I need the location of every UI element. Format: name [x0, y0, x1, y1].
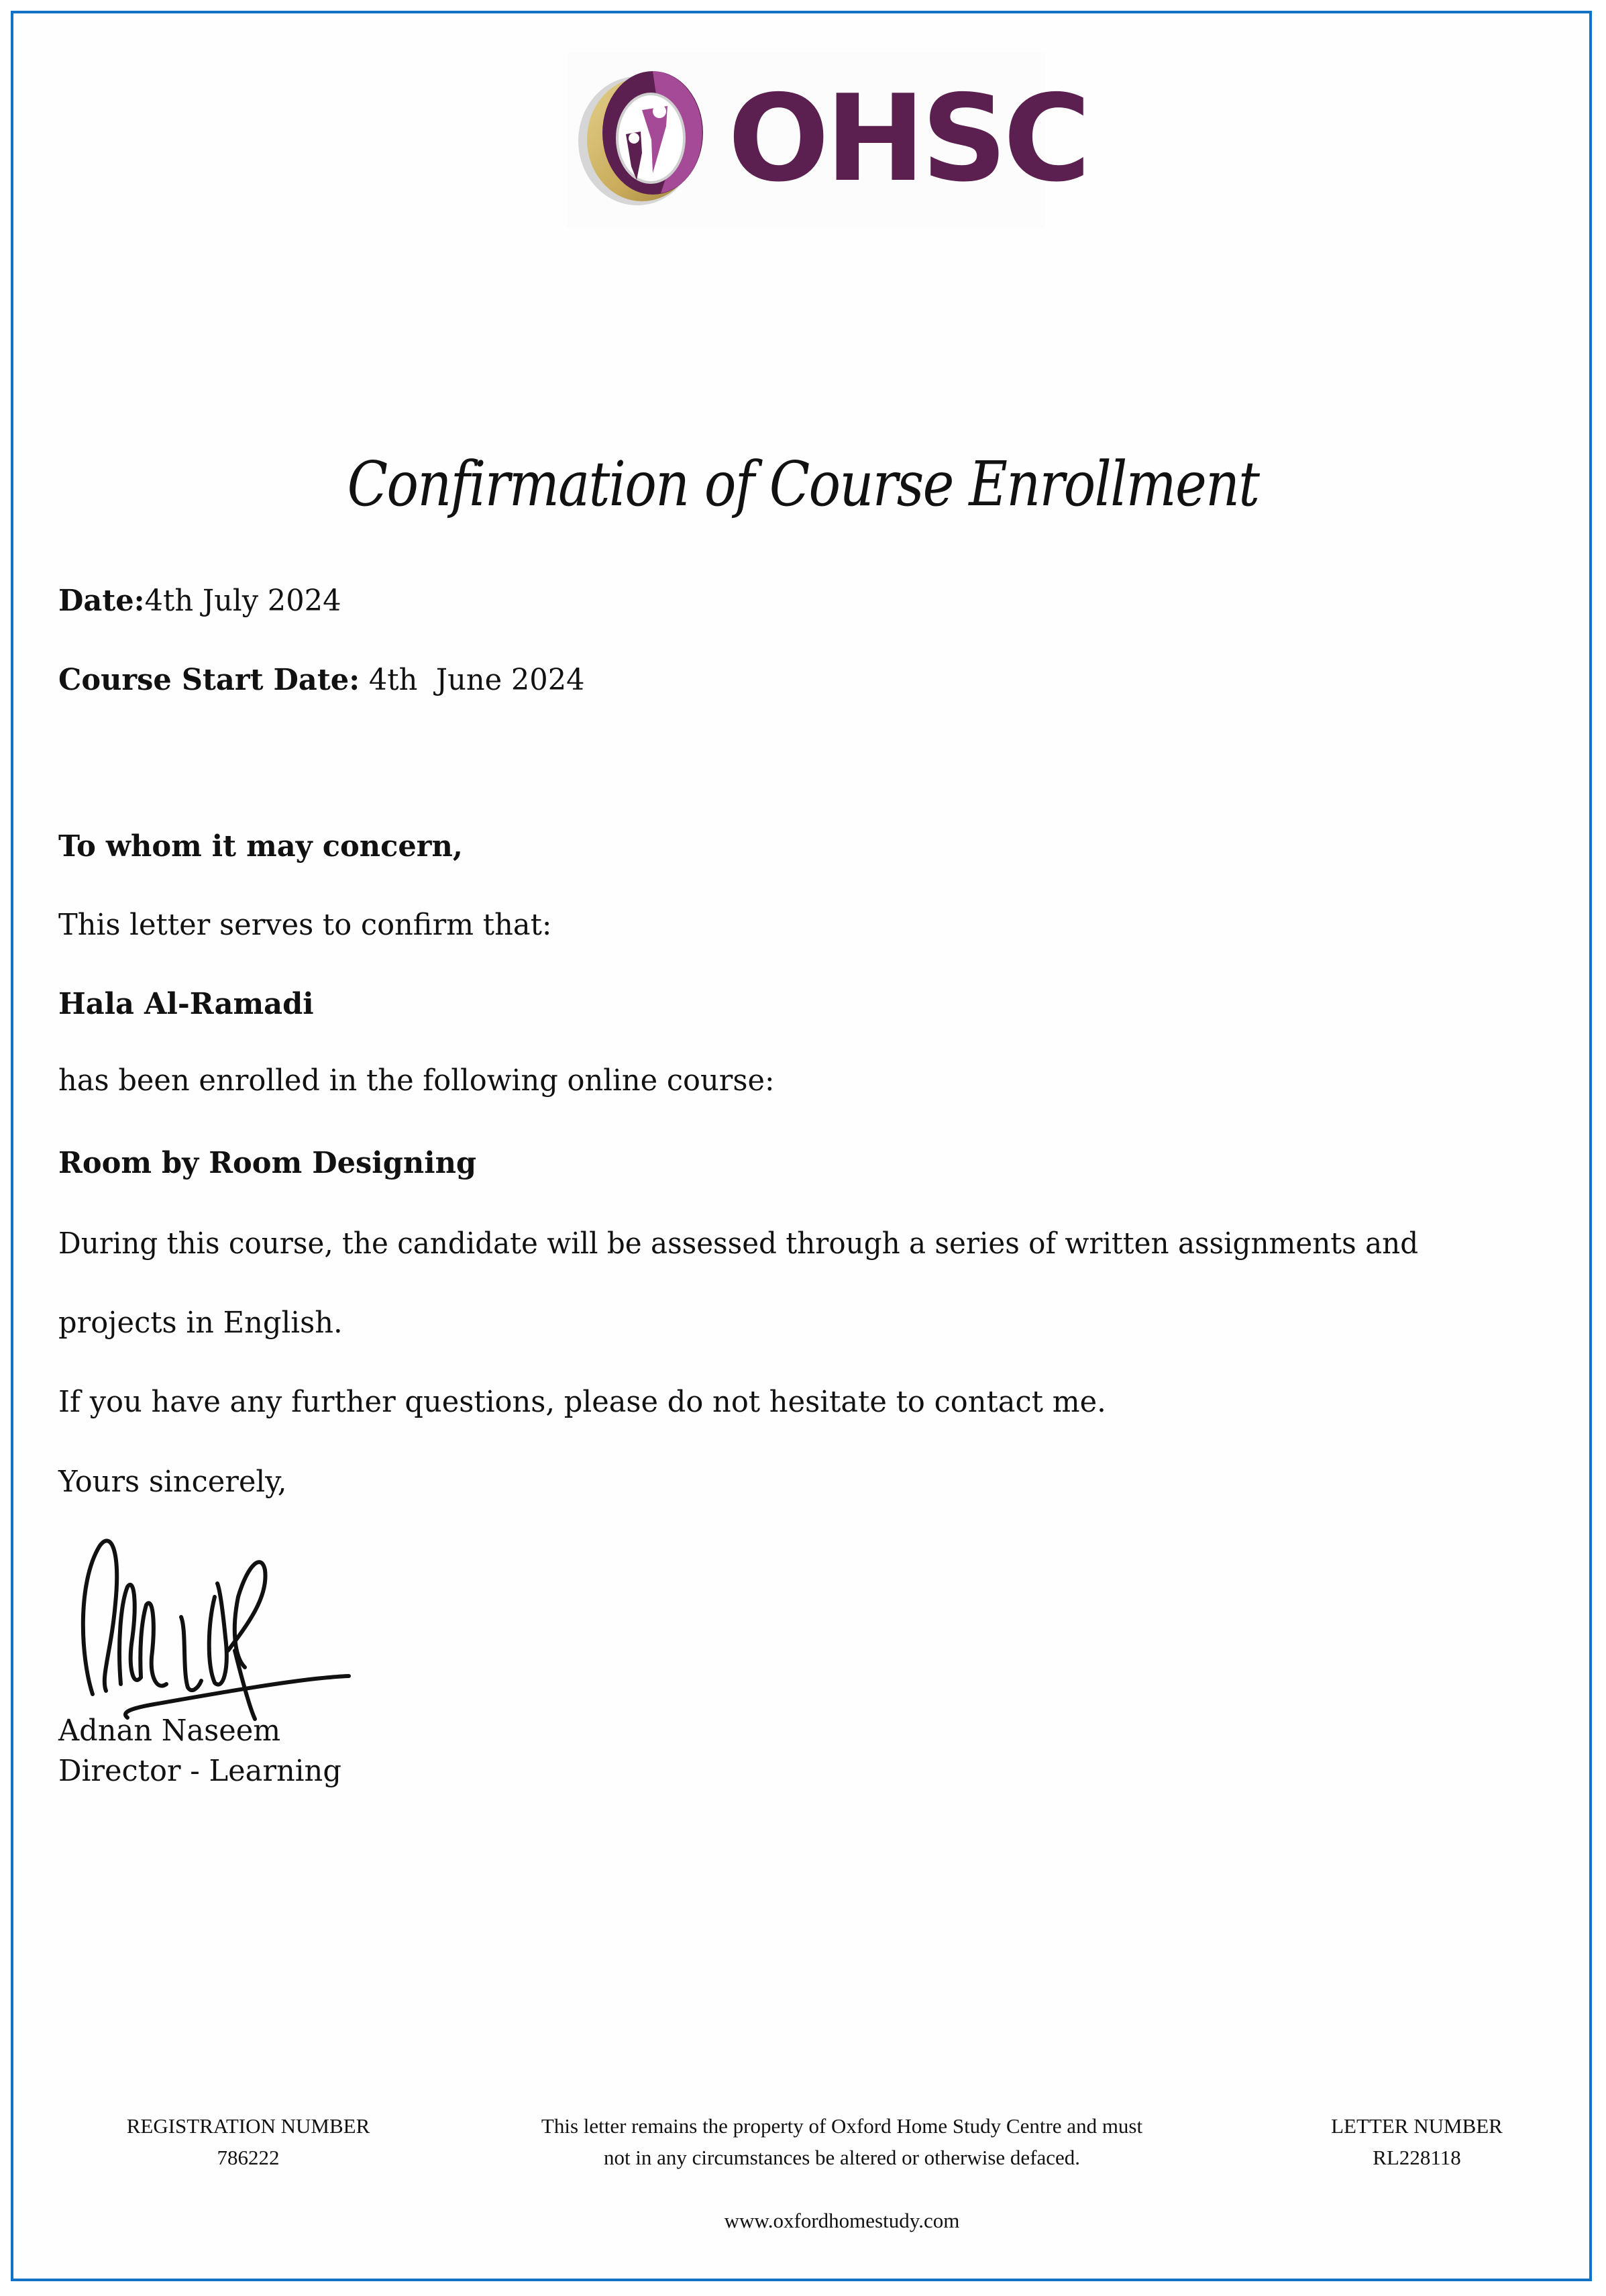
date-value: 4th July 2024	[144, 584, 341, 618]
website-link[interactable]: www.oxfordhomestudy.com	[724, 2209, 960, 2232]
enrolled-text: has been enrolled in the following online course:	[58, 1063, 775, 1098]
start-date-label: Course Start Date:	[58, 663, 360, 697]
registration-number: 786222	[217, 2146, 280, 2169]
date-line	[58, 584, 341, 618]
assessment-text-line1: During this course, the candidate will be assessed through a series of written assignments and	[58, 1227, 1419, 1261]
ohsc-wordmark: OHSC	[728, 69, 1087, 208]
registration-block	[81, 2110, 416, 2173]
document-title: Confirmation of Course Enrollment	[347, 448, 1259, 520]
signatory-title: Director - Learning	[58, 1754, 341, 1788]
course-name: Room by Room Designing	[58, 1146, 477, 1180]
signatory-name: Adnan Naseem	[58, 1714, 281, 1748]
start-date-line	[58, 663, 585, 697]
intro-text: This letter serves to confirm that:	[58, 908, 552, 942]
letter-number-block	[1283, 2110, 1551, 2173]
ohsc-logo	[567, 52, 1087, 228]
start-date-value: 4th June 2024	[368, 663, 585, 697]
date-label: Date:	[58, 584, 145, 618]
salutation: To whom it may concern,	[58, 829, 463, 864]
disclaimer-line2: not in any circumstances be altered or otherwise defaced.	[603, 2146, 1081, 2169]
ohsc-emblem-icon	[567, 52, 1087, 228]
disclaimer	[473, 2110, 1211, 2173]
registration-label: REGISTRATION NUMBER	[126, 2114, 370, 2138]
assessment-text-line2: projects in English.	[58, 1306, 343, 1340]
contact-text: If you have any further questions, please do not hesitate to contact me.	[58, 1385, 1106, 1419]
student-name: Hala Al-Ramadi	[58, 987, 314, 1021]
closing-text: Yours sincerely,	[58, 1465, 287, 1499]
disclaimer-line1: This letter remains the property of Oxford Home Study Centre and must	[541, 2114, 1143, 2138]
letter-number-label: LETTER NUMBER	[1331, 2114, 1503, 2138]
signature-icon	[74, 1523, 356, 1724]
letter-number: RL228118	[1373, 2146, 1461, 2169]
